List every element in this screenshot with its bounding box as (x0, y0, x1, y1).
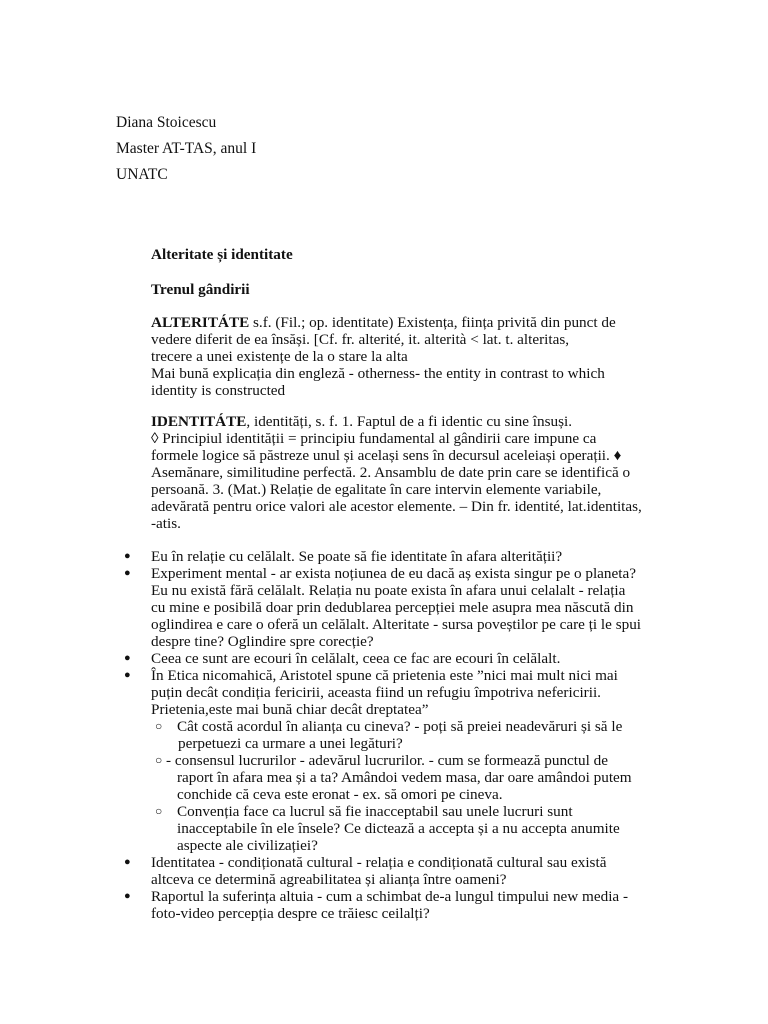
bullet-icon: ● (124, 856, 131, 868)
bullet-icon: ● (124, 550, 131, 562)
program-line: Master AT-TAS, anul I (116, 140, 257, 157)
def-line: Mai bună explicația din engleză - otherness- the entity in contrast to which (151, 365, 605, 382)
title-alteritate: Alteritate și identitate (151, 246, 293, 263)
list-item: ● Identitatea - condiționată cultural - relația e condiționată cultural sau există altceva ce determină agreabilitatea și alianța între oameni? (124, 854, 607, 888)
def-line: persoană. 3. (Mat.) Relație de egalitate în care intervin elemente variabile, (151, 481, 602, 498)
author-name: Diana Stoicescu (116, 114, 217, 131)
definition-alteritate (151, 314, 661, 399)
bullet-icon: ● (124, 669, 131, 681)
sub-list-item: ○ Cât costă acordul în alianța cu cineva? - poți să preiei neadevăruri și să le perpetuezi ca urmare a unei legături? (155, 718, 623, 752)
list-item: ● Raportul la suferința altuia - cum a schimbat de-a lungul timpului new media - foto-video percepția despre ce trăiesc ceilalți? (124, 888, 629, 922)
bullet-icon: ● (124, 652, 131, 664)
def-line: ◊ Principiul identității = principiu fundamental al gândirii care impune ca (151, 430, 597, 447)
term-identitate: IDENTITÁTE (151, 413, 247, 430)
def-line: ALTERITÁTE s.f. (Fil.; op. identitate) Existența, ființa privită din punct de (151, 314, 616, 331)
def-line: -atis. (151, 515, 181, 532)
term-alteritate: ALTERITÁTE (151, 314, 250, 331)
list-item: ● Ceea ce sunt are ecouri în celălalt, ceea ce fac are ecouri în celălalt. (124, 650, 561, 667)
def-line: identity is constructed (151, 382, 286, 399)
subbullet-icon: ○ (155, 804, 163, 818)
def-line: trecere a unei existențe de la o stare la alta (151, 348, 408, 365)
subbullet-icon: ○ (155, 753, 163, 767)
def-line: adevărată pentru orice valori ale acestor elemente. – Din fr. identité, lat.identitas, (151, 498, 642, 515)
list-item: ● Eu în relație cu celălalt. Se poate să fie identitate în afara alterității? (124, 548, 563, 565)
def-line: Asemănare, similitudine perfectă. 2. Ansamblu de date prin care se identifică o (151, 464, 631, 481)
bullet-icon: ● (124, 567, 131, 579)
subbullet-icon: ○ (155, 719, 163, 733)
title-trenul: Trenul gândirii (151, 281, 250, 298)
sub-list-item: ○ - consensul lucrurilor - adevărul lucrurilor. - cum se formează punctul de raport în afara mea și a ta? Amândoi vedem masa, dar oare amândoi putem conchide că ceva este eronat - ex. să omori pe cineva. (155, 752, 632, 803)
def-line: IDENTITÁTE, identități, s. f. 1. Faptul de a fi identic cu sine însuși. (151, 413, 573, 430)
bullet-list (124, 548, 664, 922)
list-item: ● Experiment mental - ar exista noțiunea de eu dacă aș exista singur pe o planeta? Eu nu există fără celălalt. Relația nu poate exista în afara unui celalalt - relația cu mine e posibilă doar prin dedublarea percepției mele asupra mea născută din oglindirea e care o oferă un celălalt. Alteritate - sursa poveștilor pe care ți le spui despre tine? Oglindire spre corecție? (124, 565, 642, 650)
school-line: UNATC (116, 166, 168, 183)
def-line: formele logice să păstreze unul și același sens în decursul aceleiași operații. ♦ (151, 447, 622, 464)
sub-list-item: ○ Convenția face ca lucrul să fie inacceptabil sau unele lucruri sunt inacceptabile în ele însele? Ce dictează a accepta și a nu accepta anumite aspecte ale civilizației? (155, 803, 620, 854)
definition-identitate (151, 413, 666, 532)
def-line: vedere diferit de ea însăși. [Cf. fr. alterité, it. alterità < lat. t. alteritas, (151, 331, 570, 348)
bullet-icon: ● (124, 890, 131, 902)
list-item: ● În Etica nicomahică, Aristotel spune că prietenia este ”nici mai mult nici mai puțin decât condiția fericirii, aceasta fiind un refugiu împotriva nefericirii. Prietenia,este mai bună chiar decât dreptatea” (124, 667, 618, 718)
